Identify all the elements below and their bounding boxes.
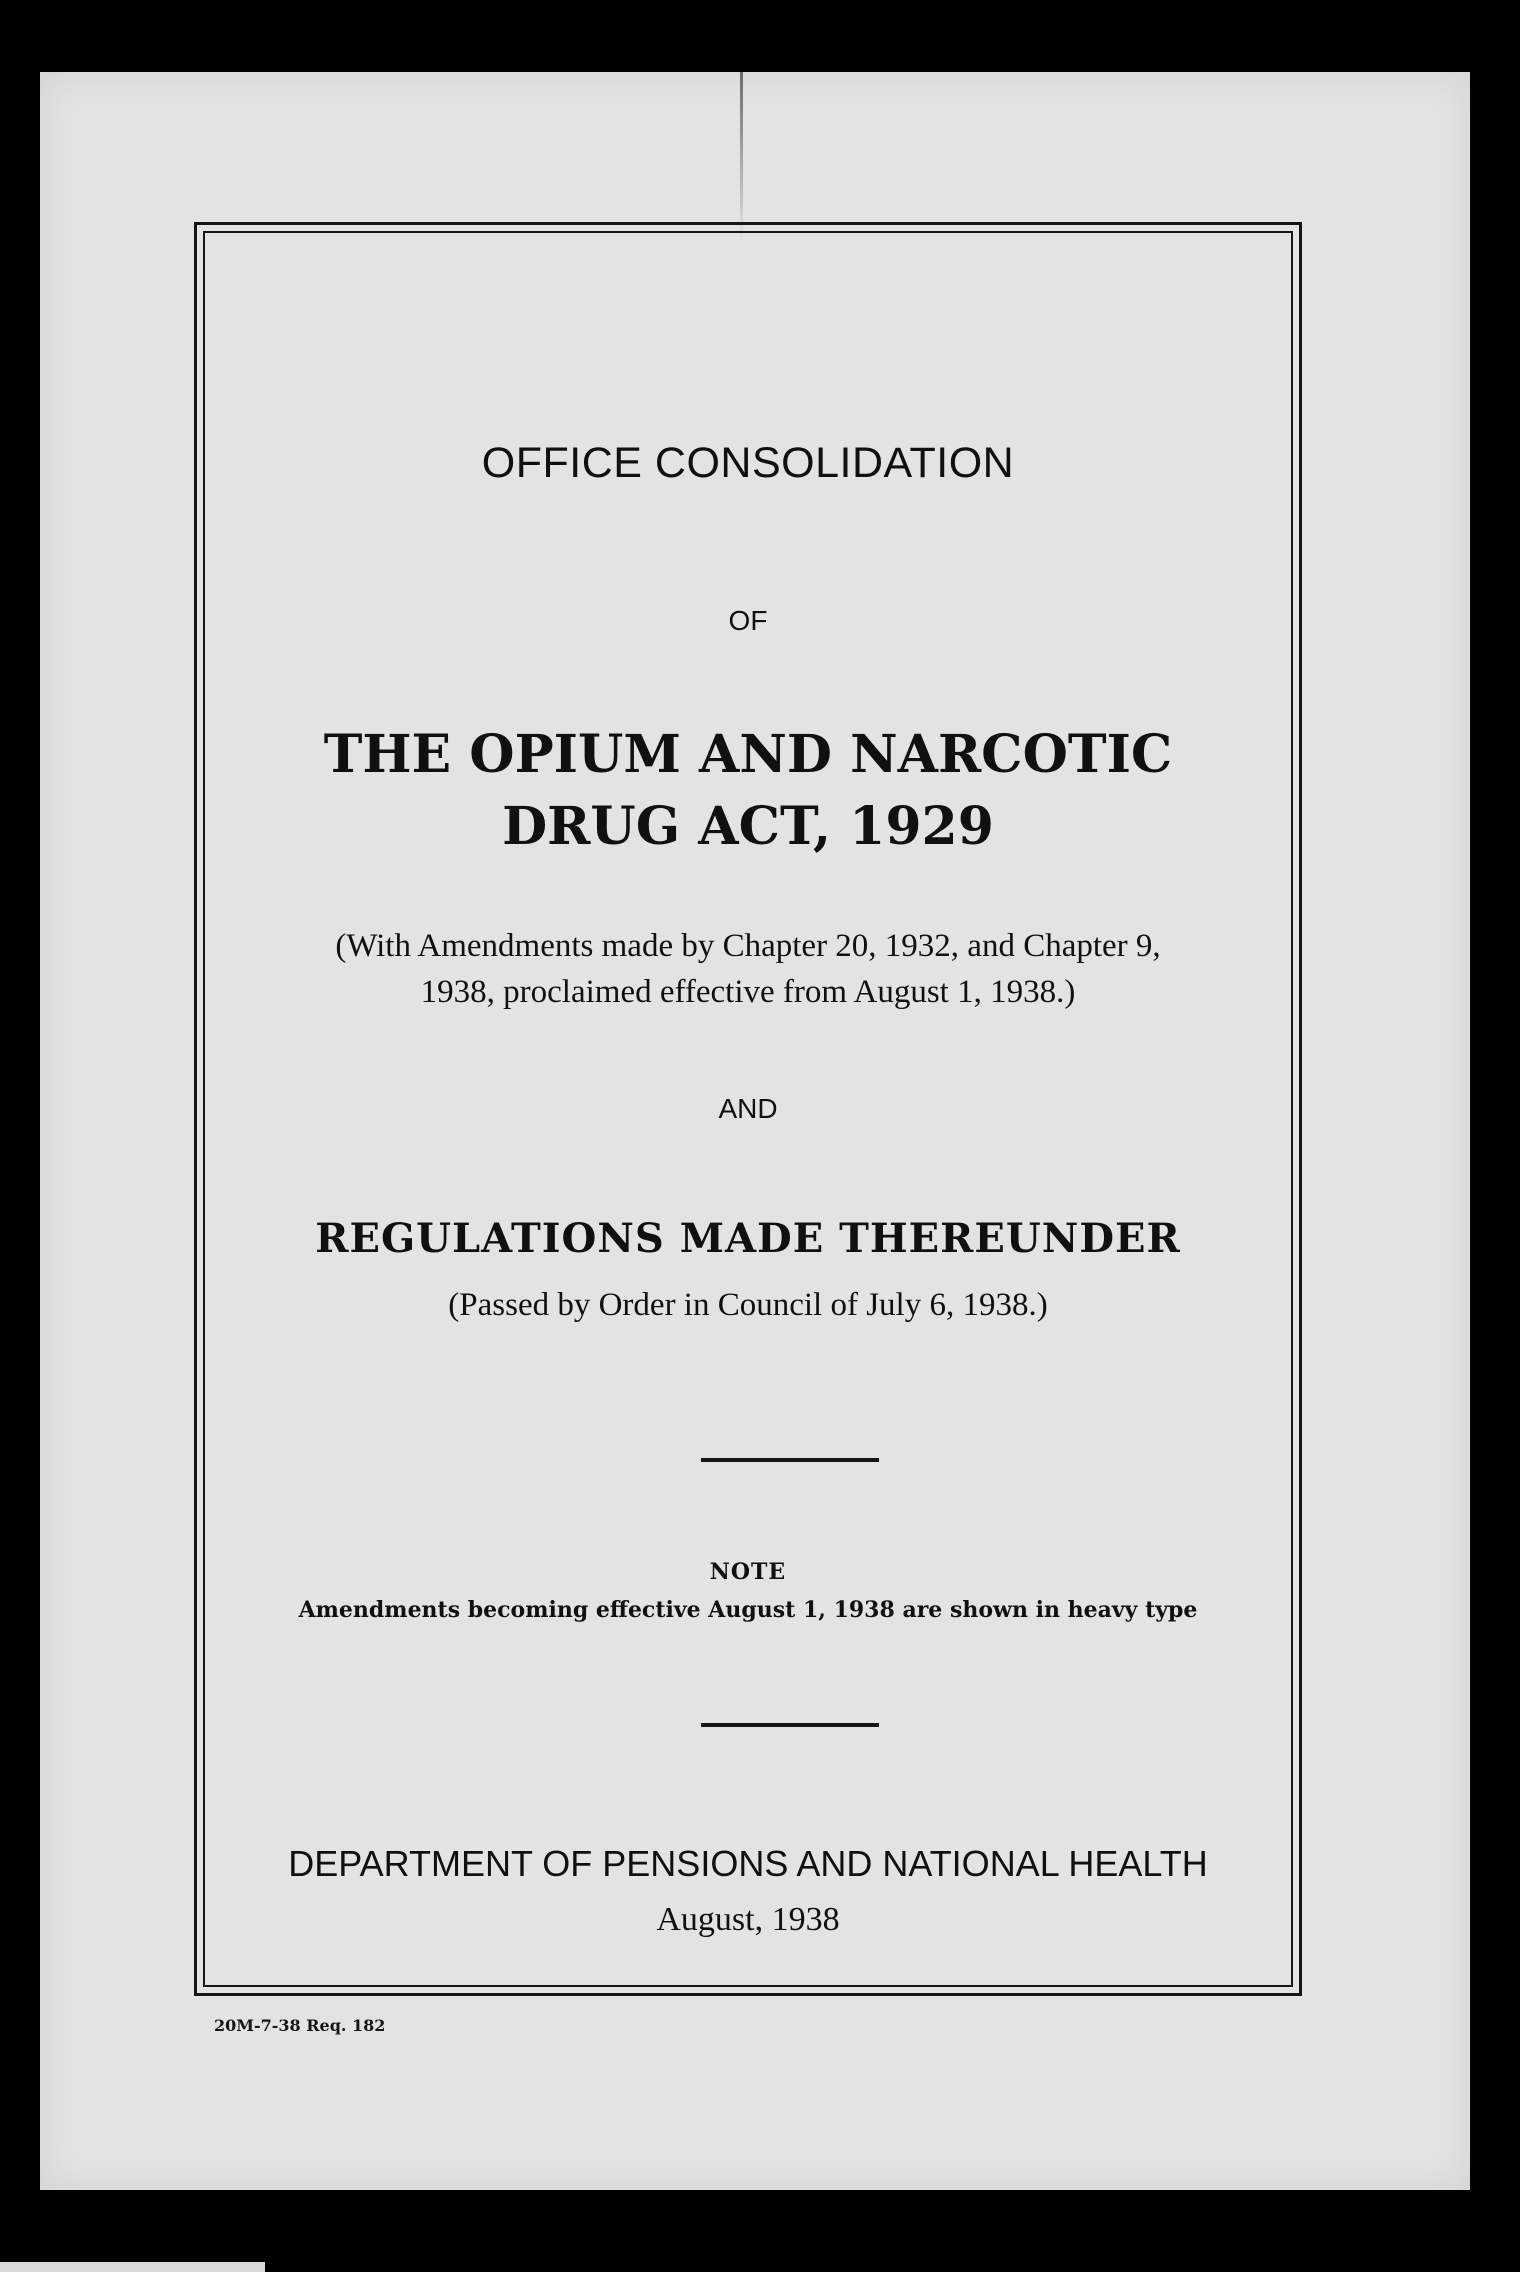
regulations-title: REGULATIONS MADE THEREUNDER [315,1215,1181,1262]
amendments-note [197,923,1299,1015]
divider-rule [701,1723,879,1727]
and-word: AND [718,1093,778,1124]
film-strip-edge [0,2262,265,2272]
act-title-line-1: THE OPIUM AND NARCOTIC [323,724,1173,785]
act-title [197,719,1299,863]
passed-by-order-line: (Passed by Order in Council of July 6, 1938.) [448,1287,1048,1323]
note-label: NOTE [709,1559,787,1585]
title-frame [194,222,1302,1996]
note-text: Amendments becoming effective August 1, 1938 are shown in heavy type [298,1597,1198,1623]
department-name: DEPARTMENT OF PENSIONS AND NATIONAL HEALTH [288,1843,1208,1884]
amendments-line-2: 1938, proclaimed effective from August 1, 1938.) [420,974,1076,1010]
act-title-line-2: DRUG ACT, 1929 [502,796,994,857]
office-consolidation-heading: OFFICE CONSOLIDATION [481,439,1015,487]
of-word: OF [728,605,768,636]
publication-date: August, 1938 [656,1901,840,1938]
print-code: 20M-7-38 Req. 182 [214,2016,386,2035]
divider-rule [701,1458,879,1462]
amendments-line-1: (With Amendments made by Chapter 20, 1932, and Chapter 9, [335,928,1161,964]
document-page [40,72,1470,2190]
title-content [197,225,1299,1993]
fold-mark [740,72,743,242]
